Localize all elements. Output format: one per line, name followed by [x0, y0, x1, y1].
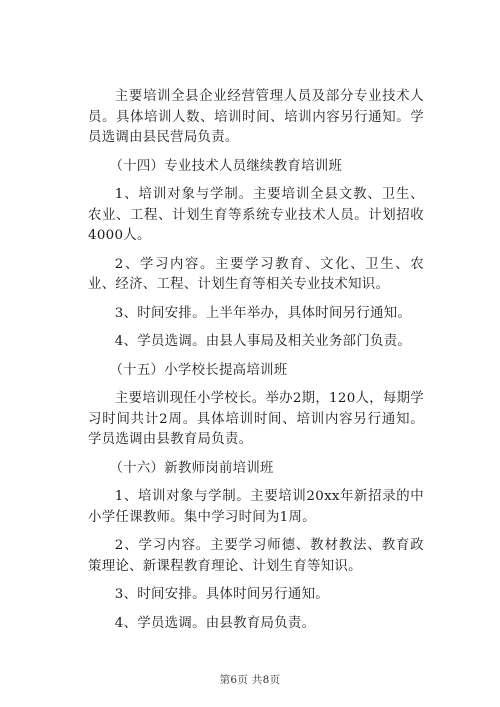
paragraph-14-2: 2、学习内容。主要学习教育、文化、卫生、农业、经济、工程、计划生育等相关专业技术知识。	[88, 256, 424, 292]
paragraph-16-2: 2、学习内容。主要学习师德、教材教法、教育政策理论、新课程教育理论、计划生育等知识。	[88, 538, 424, 574]
paragraph-0: 主要培训全县企业经营管理人员及部分专业技术人员。具体培训人数、培训时间、培训内容另行通知。学员选调由县民营局负责。	[88, 89, 424, 145]
section-heading-16: （十六）新教师岗前培训班	[109, 460, 274, 476]
paragraph-16-1: 1、培训对象与学制。主要培训20xx年新招录的中小学任课教师。集中学习时间为1周。	[88, 489, 424, 525]
paragraph-14-1: 1、培训对象与学制。主要培训全县文教、卫生、农业、工程、计划生育等系统专业技术人员。计划招收4000人。	[88, 187, 424, 243]
paragraph-16-3: 3、时间安排。具体时间另行通知。	[114, 587, 329, 602]
paragraph-15-1: 主要培训现任小学校长。举办2期，120人，每期学习时间共计2周。具体培训时间、培训内容另行通知。学员选调由县教育局负责。	[88, 391, 424, 447]
paragraph-14-4: 4、学员选调。由县人事局及相关业务部门负责。	[114, 334, 412, 349]
section-heading-14: （十四）专业技术人员继续教育培训班	[109, 158, 343, 174]
page-number-footer: 第6页 共8页	[219, 674, 281, 686]
section-heading-15: （十五）小学校长提高培训班	[109, 362, 288, 378]
paragraph-16-4: 4、学员选调。由县教育局负责。	[114, 615, 316, 631]
paragraph-14-3: 3、时间安排。上半年举办，具体时间另行通知。	[114, 305, 412, 321]
document-body	[88, 87, 424, 634]
